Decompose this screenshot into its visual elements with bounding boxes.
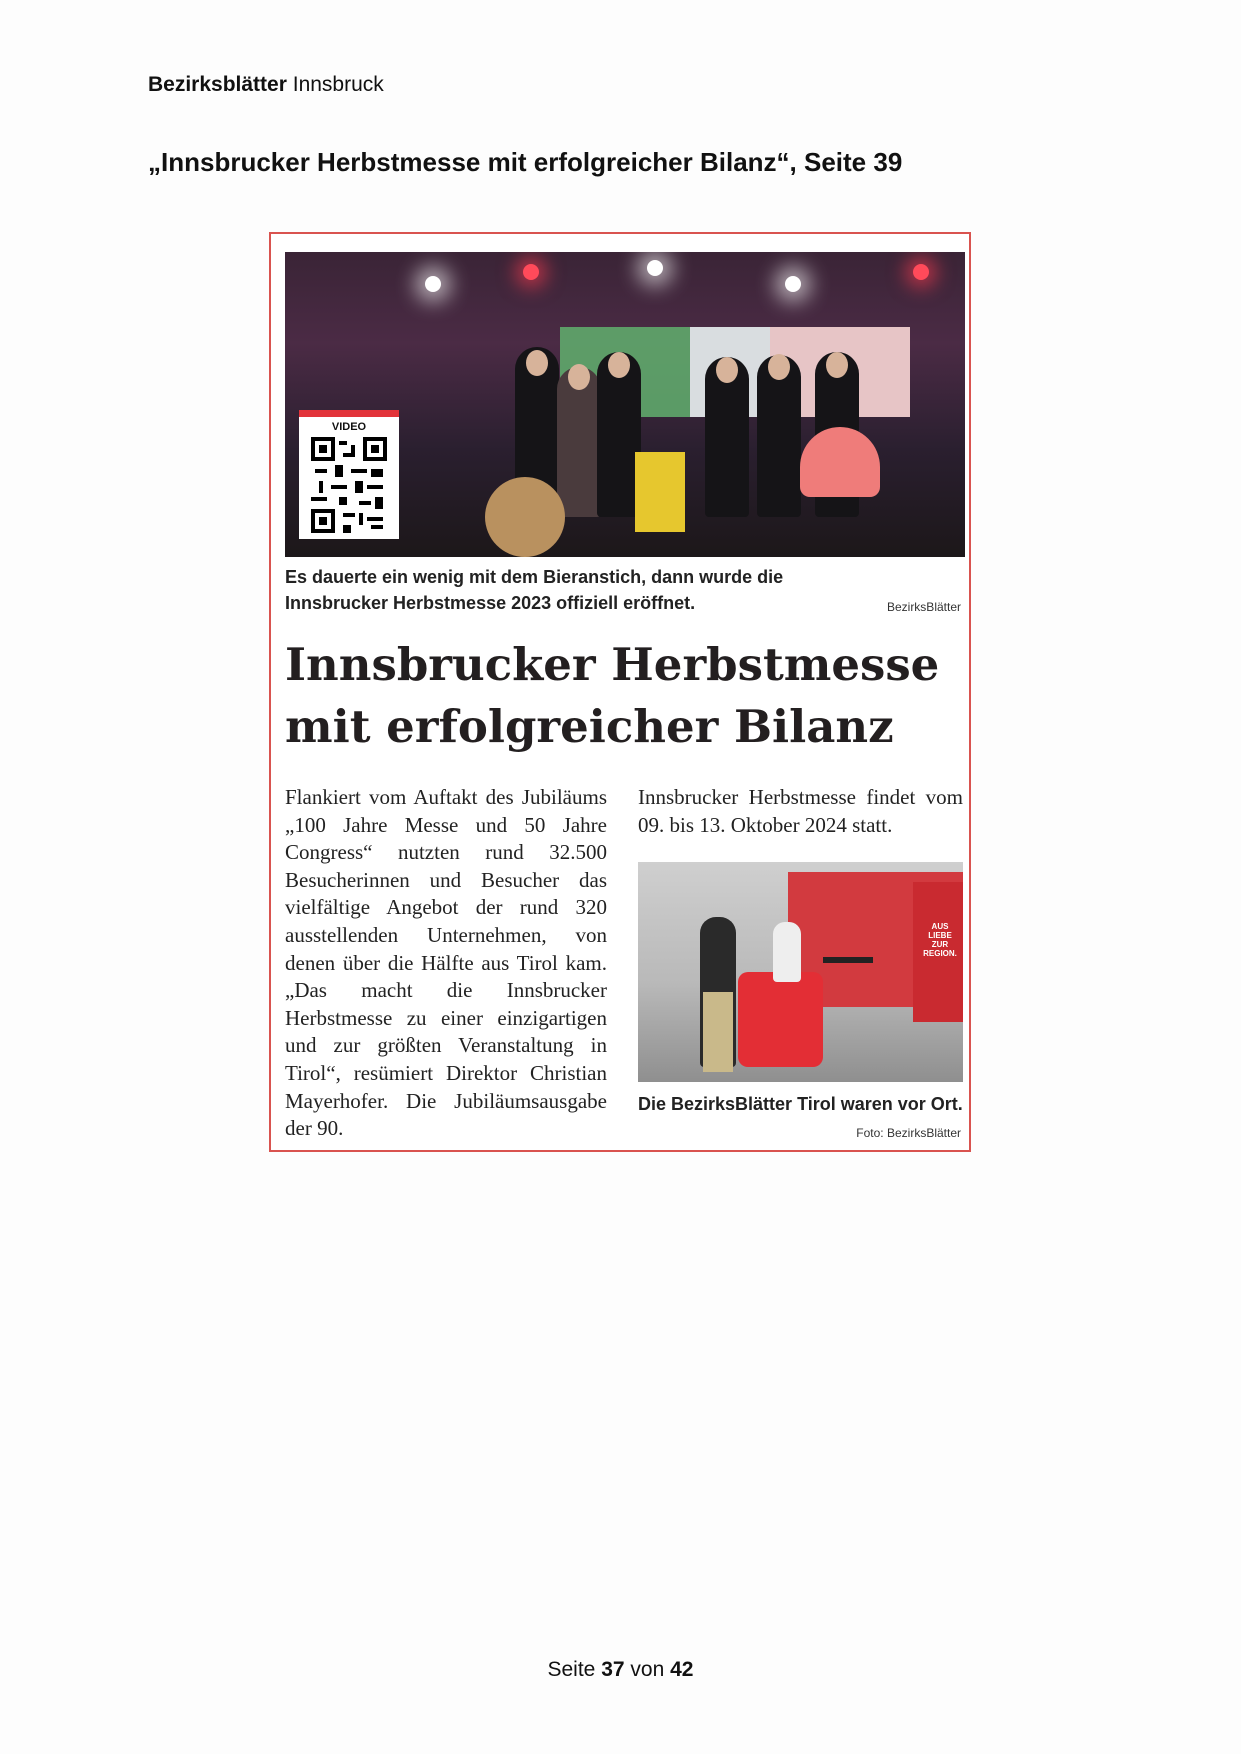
stage-light — [523, 264, 539, 280]
newspaper-clipping — [269, 232, 971, 1152]
article-body-right: Innsbrucker Herbstmesse findet vom 09. bis 13. Oktober 2024 statt. — [638, 785, 963, 837]
footer-middle: von — [630, 1658, 665, 1681]
qr-label: VIDEO — [331, 421, 367, 433]
booth-photo — [638, 862, 963, 1082]
booth-caption: Die BezirksBlätter Tirol waren vor Ort. — [638, 1094, 963, 1114]
article-body-left: Flankiert vom Auftakt des Jubiläums „100 Jahre Messe und 50 Jahre Congress“ nutzten rund 32.500 Besucherinnen und Besucher das vielfältige Angebot der rund 320 ausstellenden Unternehmen, von denen über die Hälfte aus Tirol kam. „Das macht die Innsbrucker Herbstmesse zu einer einzigartigen und zur größten Veranstaltung in Tirol“, resümiert Direktor Christian Mayerhofer. Die Jubiläumsausgabe der 90. — [285, 785, 607, 1141]
page-number — [0, 1658, 1241, 1682]
total-pages: 42 — [670, 1658, 694, 1681]
booth-sign: AUS LIEBE ZUR REGION. — [923, 922, 957, 958]
beer-barrel-stand — [635, 452, 685, 532]
current-page: 37 — [601, 1658, 625, 1681]
footer-prefix: Seite — [547, 1658, 596, 1681]
publication-line — [148, 73, 384, 97]
article-headline: Innsbrucker Herbstmesse mit erfolgreicher Bilanz — [285, 638, 940, 753]
photo-credit: BezirksBlätter — [886, 600, 961, 614]
stage-light — [647, 260, 663, 276]
stage-light — [785, 276, 801, 292]
video-qr-code[interactable] — [299, 410, 399, 539]
stage-light — [913, 264, 929, 280]
opening-photo — [285, 252, 965, 557]
publication-location: Innsbruck — [292, 73, 384, 96]
stage-light — [425, 276, 441, 292]
qr-code-icon — [311, 437, 387, 533]
document-title: „Innsbrucker Herbstmesse mit erfolgreicher Bilanz“, Seite 39 — [148, 147, 903, 177]
photo-caption: Es dauerte ein wenig mit dem Bieranstich, dann wurde die Innsbrucker Herbstmesse 2023 offiziell eröffnet. — [285, 567, 784, 613]
booth-credit: Foto: BezirksBlätter — [856, 1126, 961, 1140]
publication-name: Bezirksblätter — [148, 73, 287, 96]
